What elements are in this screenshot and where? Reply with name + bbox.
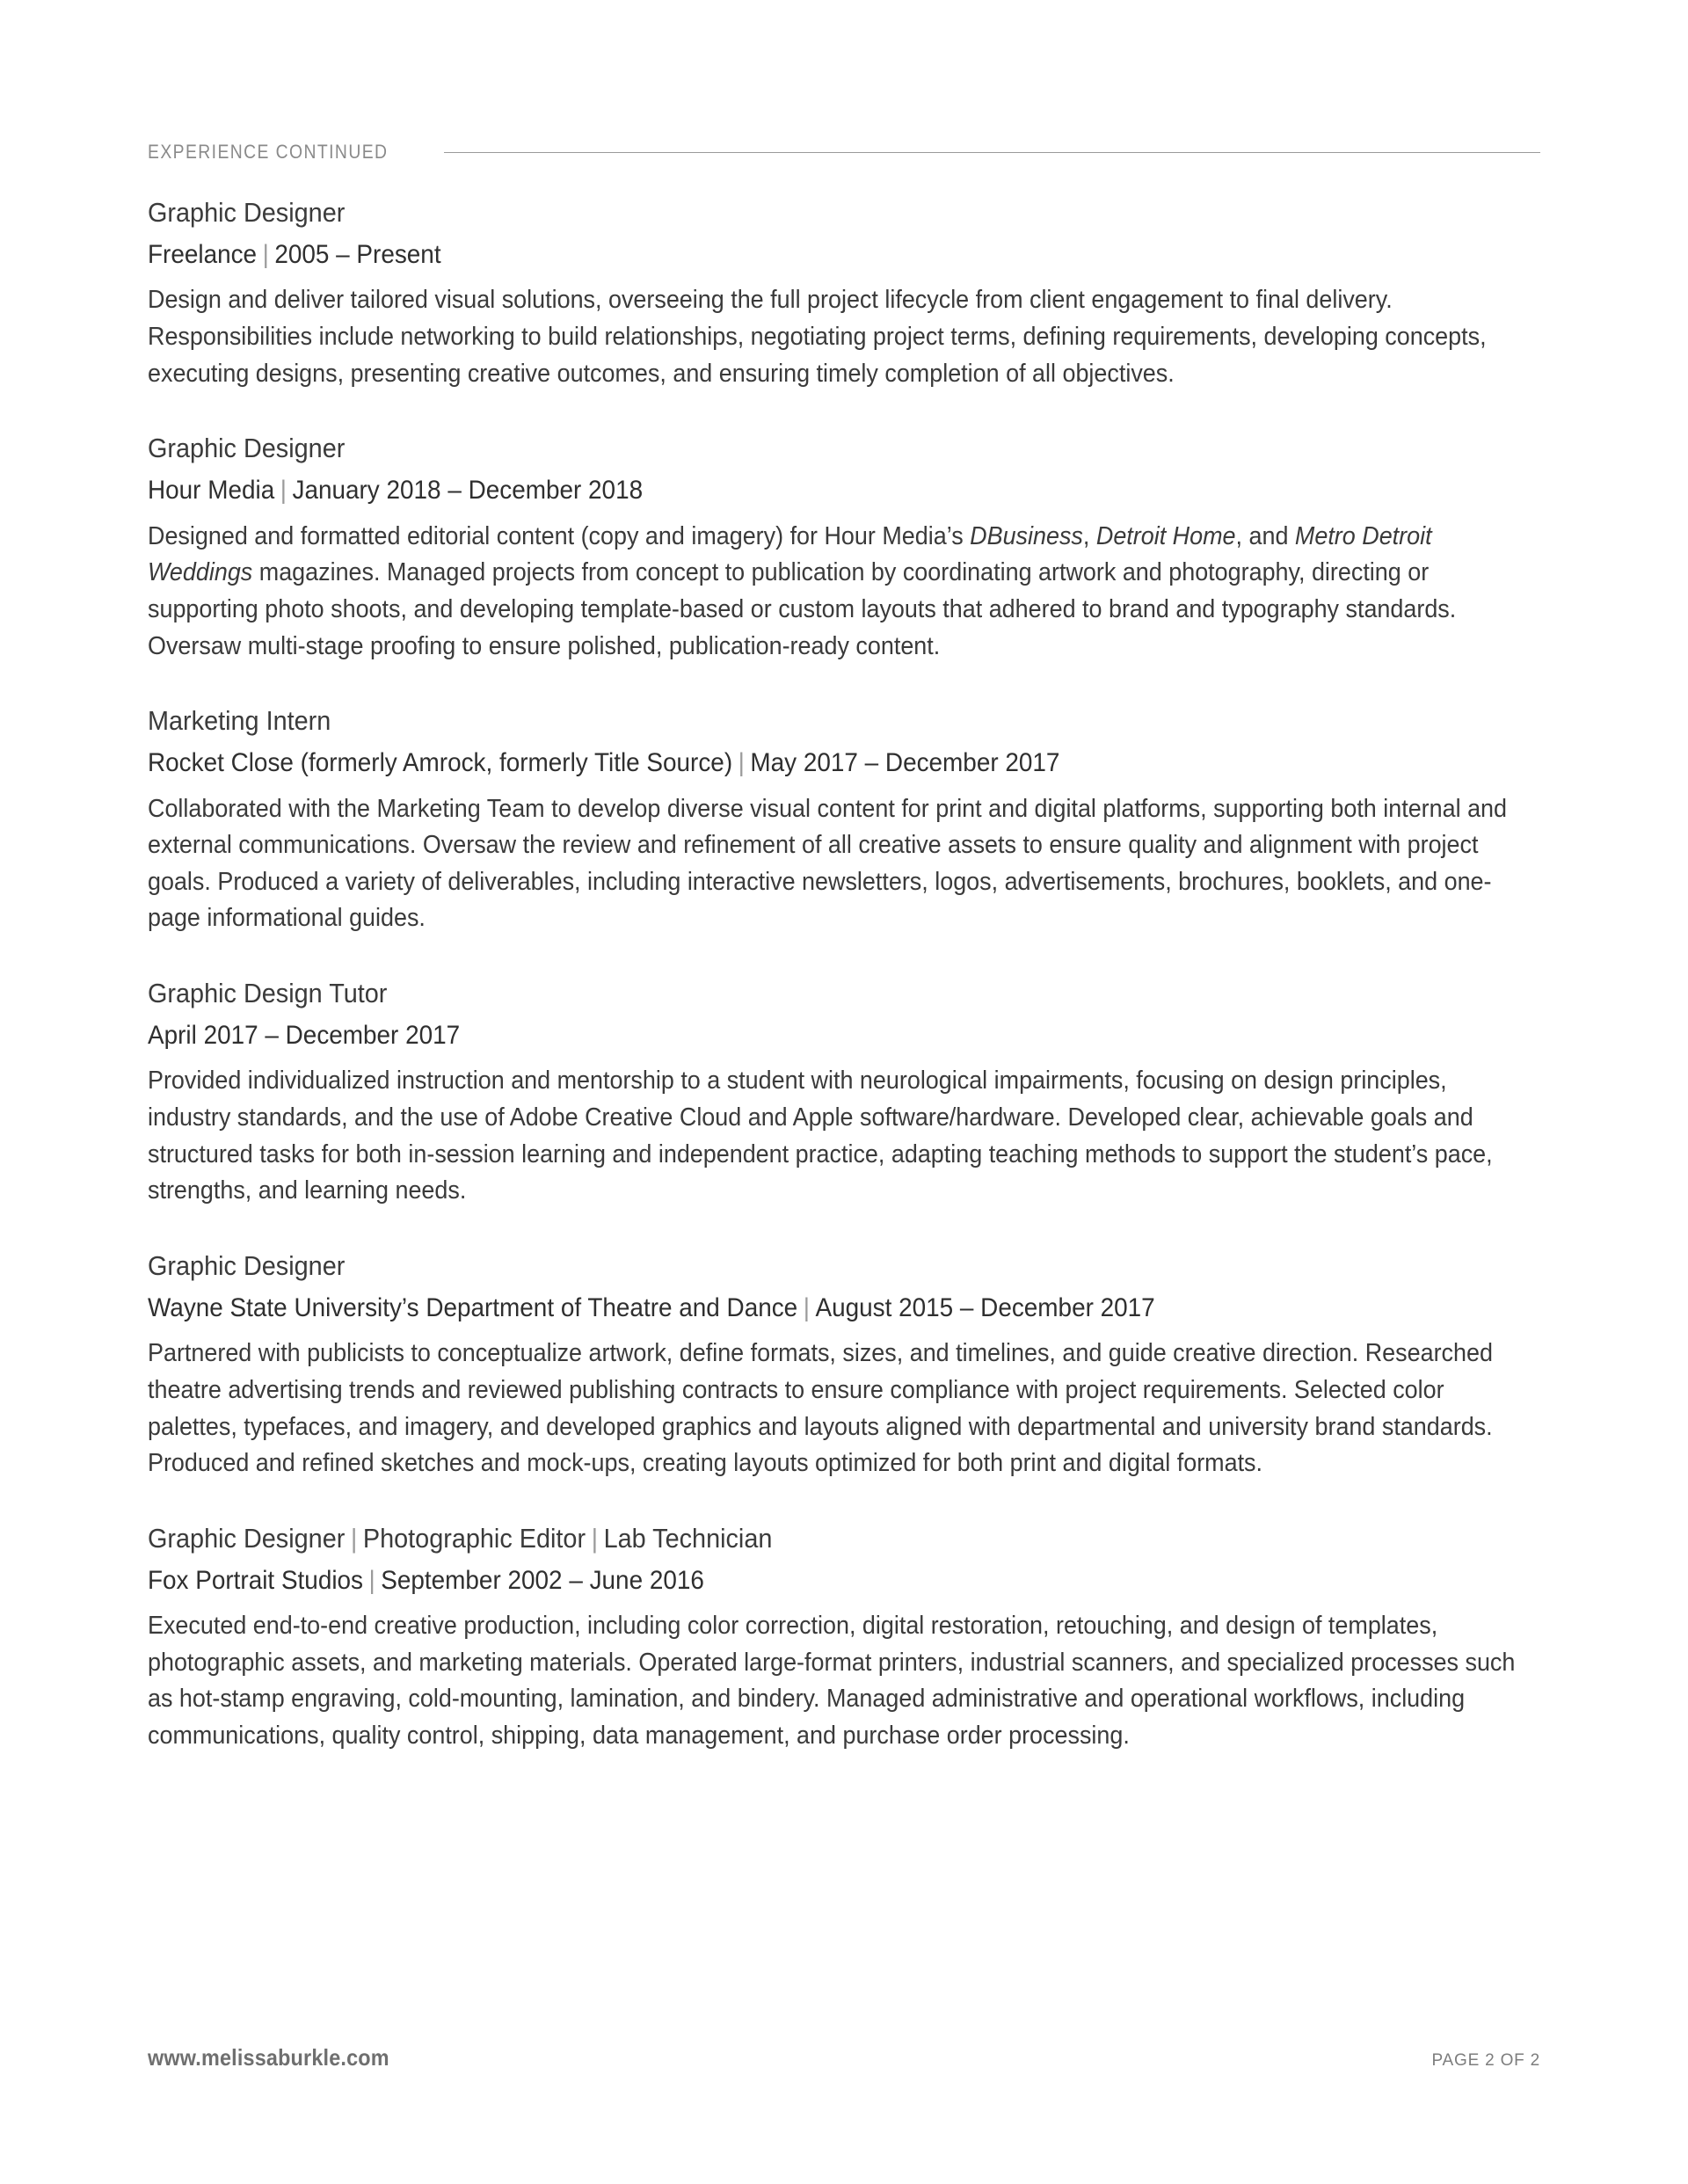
entry-company-dates bbox=[148, 474, 1427, 507]
experience-entry bbox=[148, 1249, 1524, 1482]
entry-description: Partnered with publicists to conceptualize artwork, define formats, sizes, and timelines, and guide creative direction. Researched theatre advertising trends and reviewed publishing contracts to ensure compliance with project requirements. Selected color palettes, typefaces, and imagery, and developed graphics and layouts aligned with departmental and university brand standards. Produced and refined sketches and mock-ups, creating layouts optimized for both print and digital formats. bbox=[148, 1339, 1493, 1478]
entry-job-title: Graphic Designer bbox=[148, 1249, 346, 1281]
footer-page-number: PAGE 2 OF 2 bbox=[1431, 2051, 1540, 2070]
meta-separator: | bbox=[803, 1292, 810, 1322]
entry-dates: 2005 – Present bbox=[274, 240, 441, 270]
entry-description: Design and deliver tailored visual solutions, overseeing the full project lifecycle from client engagement to final delivery. Responsibilities include networking to build relationships, negotiating project terms, defining requirements, developing concepts, executing designs, presenting creative outcomes, and ensuring timely completion of all objectives. bbox=[148, 286, 1487, 388]
entry-company-dates bbox=[148, 238, 1427, 272]
experience-entry bbox=[148, 1521, 1524, 1755]
title-separator: | bbox=[350, 1522, 358, 1554]
entry-dates: April 2017 – December 2017 bbox=[148, 1021, 461, 1051]
entry-description: Provided individualized instruction and mentorship to a student with neurological impairments, focusing on design principles, industry standards, and the use of Adobe Creative Cloud and Apple software/hardware. Developed clear, achievable goals and structured tasks for both in-session learning and independent practice, adapting teaching methods to support the student’s pace, strengths, and learning needs. bbox=[148, 1067, 1493, 1205]
entry-job-title: Graphic Designer bbox=[148, 197, 346, 228]
entry-description: Collaborated with the Marketing Team to develop diverse visual content for print and digital platforms, supporting both internal and external communications. Oversaw the review and refinement of all creative assets to ensure quality and alignment with project goals. Produced a variety of deliverables, including interactive newsletters, logos, advertisements, brochures, booklets, and one-page informational guides. bbox=[148, 794, 1508, 933]
entry-job-title: Graphic Designer bbox=[148, 433, 346, 464]
entry-job-title: Marketing Intern bbox=[148, 705, 331, 737]
entry-company-dates bbox=[148, 1292, 1427, 1325]
entry-company-dates bbox=[148, 1564, 1427, 1598]
meta-separator: | bbox=[280, 476, 287, 506]
entry-dates: January 2018 – December 2018 bbox=[292, 476, 644, 506]
footer-website[interactable]: www.melissaburkle.com bbox=[148, 2044, 389, 2071]
entry-company: Freelance bbox=[148, 240, 258, 270]
entry-company: Rocket Close (formerly Amrock, formerly Title Source) bbox=[148, 748, 733, 778]
entry-company: Fox Portrait Studios bbox=[148, 1565, 363, 1595]
experience-entry bbox=[148, 976, 1524, 1210]
entry-dates: August 2015 – December 2017 bbox=[815, 1292, 1155, 1322]
experience-entry-list bbox=[148, 195, 1524, 1755]
entry-company: Hour Media bbox=[148, 476, 275, 506]
entry-dates: May 2017 – December 2017 bbox=[750, 748, 1060, 778]
meta-separator: | bbox=[738, 748, 745, 778]
page-footer bbox=[148, 2044, 1540, 2071]
entry-description: Executed end-to-end creative production, including color correction, digital restoration, retouching, and design of templates, photographic assets, and marketing materials. Operated large-format printers, industrial scanners, and specialized processes such as hot-stamp engraving, cold-mounting, lamination, and bindery. Managed administrative and operational workflows, including communications, quality control, shipping, data management, and purchase order processing. bbox=[148, 1612, 1516, 1751]
experience-entry bbox=[148, 703, 1524, 937]
experience-entry bbox=[148, 195, 1524, 392]
meta-separator: | bbox=[262, 240, 269, 270]
section-header-rule bbox=[444, 152, 1540, 153]
section-header-label: EXPERIENCE CONTINUED bbox=[148, 141, 389, 163]
entry-job-title: Graphic Design Tutor bbox=[148, 978, 388, 1009]
entry-company-dates bbox=[148, 1019, 1427, 1052]
experience-entry bbox=[148, 431, 1524, 665]
meta-separator: | bbox=[368, 1565, 375, 1595]
entry-company: Wayne State University’s Department of Theatre and Dance bbox=[148, 1292, 798, 1322]
entry-company-dates bbox=[148, 746, 1427, 780]
section-header bbox=[148, 141, 1540, 164]
entry-description: Designed and formatted editorial content (copy and imagery) for Hour Media’s DBusiness, Detroit Home, and Metro Detroit Weddings magazines. Managed projects from concept to publication by coordinating artwork and photography, directing or supporting photo shoots, and developing template-based or custom layouts that adhered to brand and typography standards. Oversaw multi-stage proofing to ensure polished, publication-ready content. bbox=[148, 521, 1457, 660]
title-separator: | bbox=[591, 1522, 599, 1554]
entry-dates: September 2002 – June 2016 bbox=[381, 1565, 704, 1595]
entry-job-title: Graphic Designer | Photographic Editor | Lab Technician bbox=[148, 1522, 773, 1554]
